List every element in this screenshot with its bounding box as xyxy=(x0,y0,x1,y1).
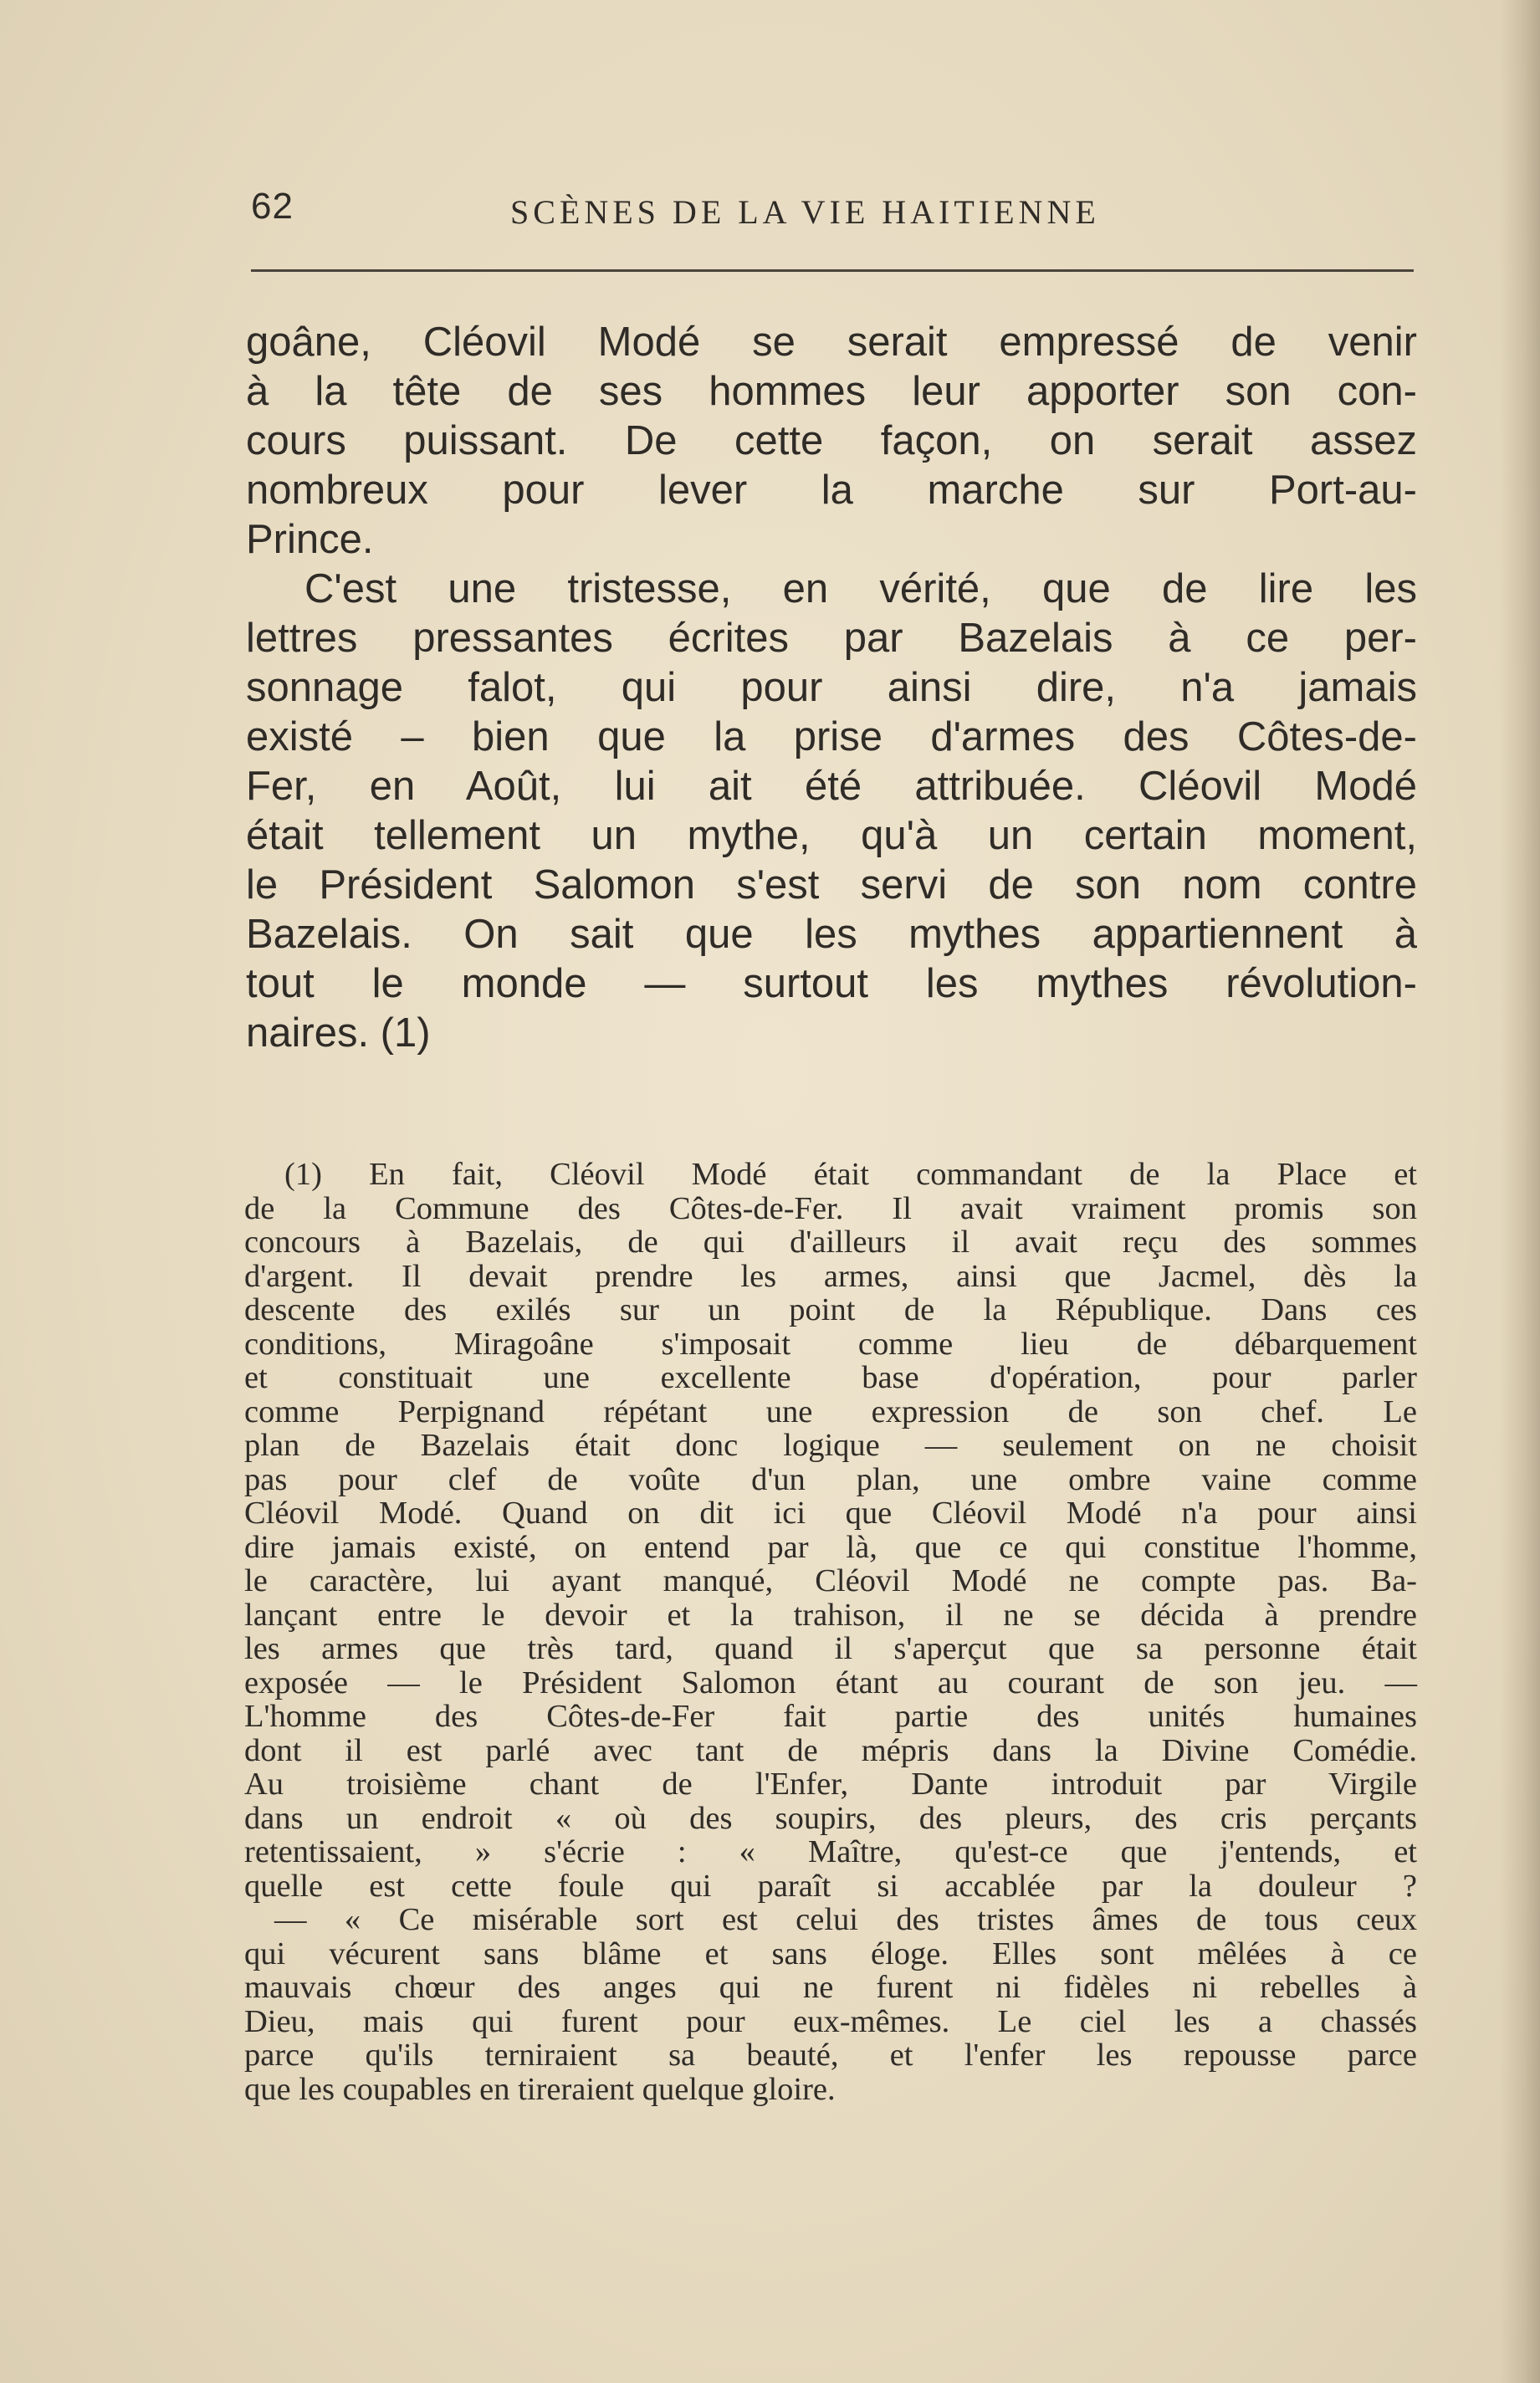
header-rule xyxy=(251,269,1414,272)
running-head: SCÈNES DE LA VIE HAITIENNE xyxy=(510,193,1100,231)
footnote-line: dire jamais existé, on entend par là, que ce qui constitue l'homme, xyxy=(244,1529,1417,1565)
footnote-line: concours à Bazelais, de qui d'ailleurs il avait reçu des sommes xyxy=(244,1225,1417,1260)
text-line: Bazelais. On sait que les mythes appartiennent à xyxy=(246,912,1417,957)
footnote-line: retentissaient, » s'écrie : « Maître, qu'est-ce que j'entends, et xyxy=(244,1834,1417,1869)
footnote-line: quelle est cette foule qui paraît si accablée par la douleur ? xyxy=(244,1868,1417,1904)
footnote-line: conditions, Miragoâne s'imposait comme lieu de débarquement xyxy=(244,1326,1417,1362)
text-line: sonnage falot, qui pour ainsi dire, n'a jamais xyxy=(246,665,1417,710)
footnote-line: et constituait une excellente base d'opération, pour parler xyxy=(244,1360,1417,1395)
footnote-line: Dieu, mais qui furent pour eux-mêmes. Le ciel les a chassés xyxy=(244,2003,1417,2039)
text-line: à la tête de ses hommes leur apporter son con- xyxy=(246,369,1417,414)
footnote-line: Au troisième chant de l'Enfer, Dante introduit par Virgile xyxy=(244,1767,1417,1802)
footnote-line: plan de Bazelais était donc logique — seulement on ne choisit xyxy=(244,1428,1417,1463)
footnote-line: pas pour clef de voûte d'un plan, une ombre vaine comme xyxy=(244,1461,1417,1497)
footnote-line: dont il est parlé avec tant de mépris dans la Divine Comédie. xyxy=(244,1732,1417,1768)
text-line: lettres pressantes écrites par Bazelais à ce per- xyxy=(246,616,1417,661)
footnote-line: les armes que très tard, quand il s'aperçut que sa personne était xyxy=(244,1631,1417,1666)
page-spine-shadow xyxy=(1500,0,1540,2383)
footnote-line: — « Ce misérable sort est celui des tristes âmes de tous ceux xyxy=(274,1902,1417,1937)
text-line: le Président Salomon s'est servi de son nom contre xyxy=(246,862,1417,908)
footnote-line: de la Commune des Côtes-de-Fer. Il avait vraiment promis son xyxy=(244,1190,1417,1226)
text-line: C'est une tristesse, en vérité, que de lire les xyxy=(304,566,1417,611)
footnote-line: qui vécurent sans blâme et sans éloge. Elles sont mêlées à ce xyxy=(244,1936,1417,1971)
footnote-line: exposée — le Président Salomon étant au courant de son jeu. — xyxy=(244,1665,1417,1700)
footnote-line: dans un endroit « où des soupirs, des pleurs, des cris perçants xyxy=(244,1800,1417,1836)
text-line: Prince. xyxy=(246,517,374,562)
text-line: naires. (1) xyxy=(246,1010,431,1056)
text-line: tout le monde — surtout les mythes révolution- xyxy=(246,961,1417,1006)
text-line: cours puissant. De cette façon, on serait assez xyxy=(246,418,1417,463)
footnote-line: d'argent. Il devait prendre les armes, ainsi que Jacmel, dès la xyxy=(244,1258,1417,1294)
text-line: existé – bien que la prise d'armes des Côtes-de- xyxy=(246,714,1417,759)
main-text xyxy=(246,318,1417,1058)
footnote-line: lançant entre le devoir et la trahison, il ne se décida à prendre xyxy=(244,1597,1417,1633)
footnote-line: parce qu'ils terniraient sa beauté, et l'enfer les repousse parce xyxy=(244,2038,1417,2073)
text-line: goâne, Cléovil Modé se serait empressé de venir xyxy=(246,320,1417,365)
footnote-line: le caractère, lui ayant manqué, Cléovil Modé ne compte pas. Ba- xyxy=(244,1563,1417,1598)
text-line: nombreux pour lever la marche sur Port-au- xyxy=(246,468,1417,513)
footnote xyxy=(244,1158,1417,2106)
footnote-line: L'homme des Côtes-de-Fer fait partie des unités humaines xyxy=(244,1699,1417,1734)
page-number: 62 xyxy=(251,186,294,227)
text-line: était tellement un mythe, qu'à un certain moment, xyxy=(246,813,1417,858)
footnote-line: Cléovil Modé. Quand on dit ici que Cléovil Modé n'a pour ainsi xyxy=(244,1496,1417,1531)
footnote-line: comme Perpignand répétant une expression de son chef. Le xyxy=(244,1393,1417,1429)
footnote-line: descente des exilés sur un point de la République. Dans ces xyxy=(244,1292,1417,1327)
page-header xyxy=(251,186,1414,236)
footnote-line: (1) En fait, Cléovil Modé était commandant de la Place et xyxy=(284,1157,1417,1192)
footnote-line: que les coupables en tireraient quelque gloire. xyxy=(244,2071,836,2107)
text-line: Fer, en Août, lui ait été attribuée. Cléovil Modé xyxy=(246,764,1417,809)
footnote-line: mauvais chœur des anges qui ne furent ni fidèles ni rebelles à xyxy=(244,1970,1417,2005)
